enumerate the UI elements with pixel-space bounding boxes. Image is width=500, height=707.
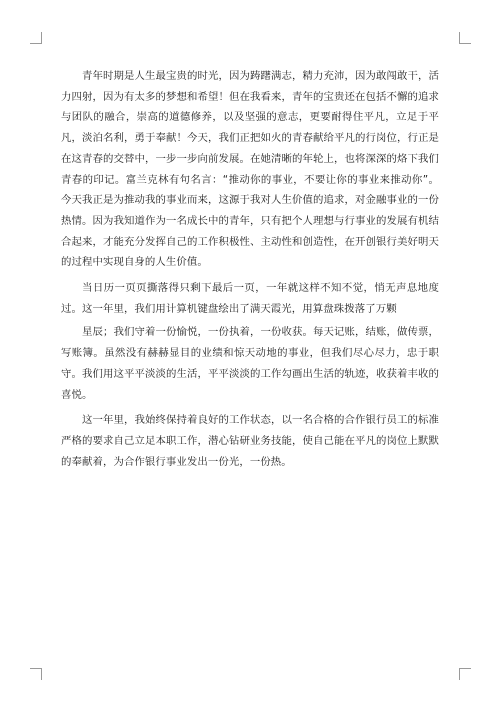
- paragraph-calendar: 当日历一页页撕落得只剩下最后一页，一年就这样不知不觉，悄无声息地度过。这一年里，我们用计算机键盘绘出了满天霞光，用算盘珠拨落了万颗: [61, 282, 439, 315]
- paragraph-work-state: 这一年里，我始终保持着良好的工作状态，以一名合格的合作银行员工的标准严格的要求自己立足本职工作，潜心钻研业务技能，使自己能在平凡的岗位上默默的奉献着，为合作银行事业发出一份光，一份热。: [61, 414, 439, 468]
- document-body: [61, 66, 439, 472]
- crop-mark-bottom-right: [459, 668, 471, 680]
- crop-mark-top-right: [459, 32, 471, 44]
- crop-mark-bottom-left: [30, 668, 42, 680]
- paragraph-youth: 青年时期是人生最宝贵的时光，因为踌躇满志，精力充沛，因为敢闯敢干，活力四射，因为有太多的梦想和希望！但在我看来，青年的宝贵还在包括不懈的追求与团队的融合，崇高的道德修养，以及坚强的意志，更要耐得住平凡，立足于平凡，淡泊名利，勇于奉献！今天，我们正把如火的青春献给平凡的行岗位，行正是在这青春的交替中，一步一步向前发展。在她清晰的年轮上，也将深深的烙下我们青春的印记。富兰克林有句名言：“推动你的事业，不要让你的事业来推动你”。今天我正是为推动我的事业而来，这源于我对人生价值的追求，对金融事业的一份热情。因为我知道作为一名成长中的青年，只有把个人理想与行事业的发展有机结合起来，才能充分发挥自己的工作积极性、主动性和创造性，在开创银行美好明天的过程中实现自身的人生价值。: [61, 70, 439, 269]
- crop-mark-top-left: [30, 32, 42, 44]
- paragraph-stars: 星辰；我们守着一份愉悦，一份执着，一份收获。每天记账，结账，做传票，写账簿。虽然没有赫赫显目的业绩和惊天动地的事业，但我们尽心尽力，忠于职守。我们用这平平淡淡的生活，平平淡淡的工作勾画出生活的轨迹，收获着丰收的喜悦。: [61, 326, 439, 401]
